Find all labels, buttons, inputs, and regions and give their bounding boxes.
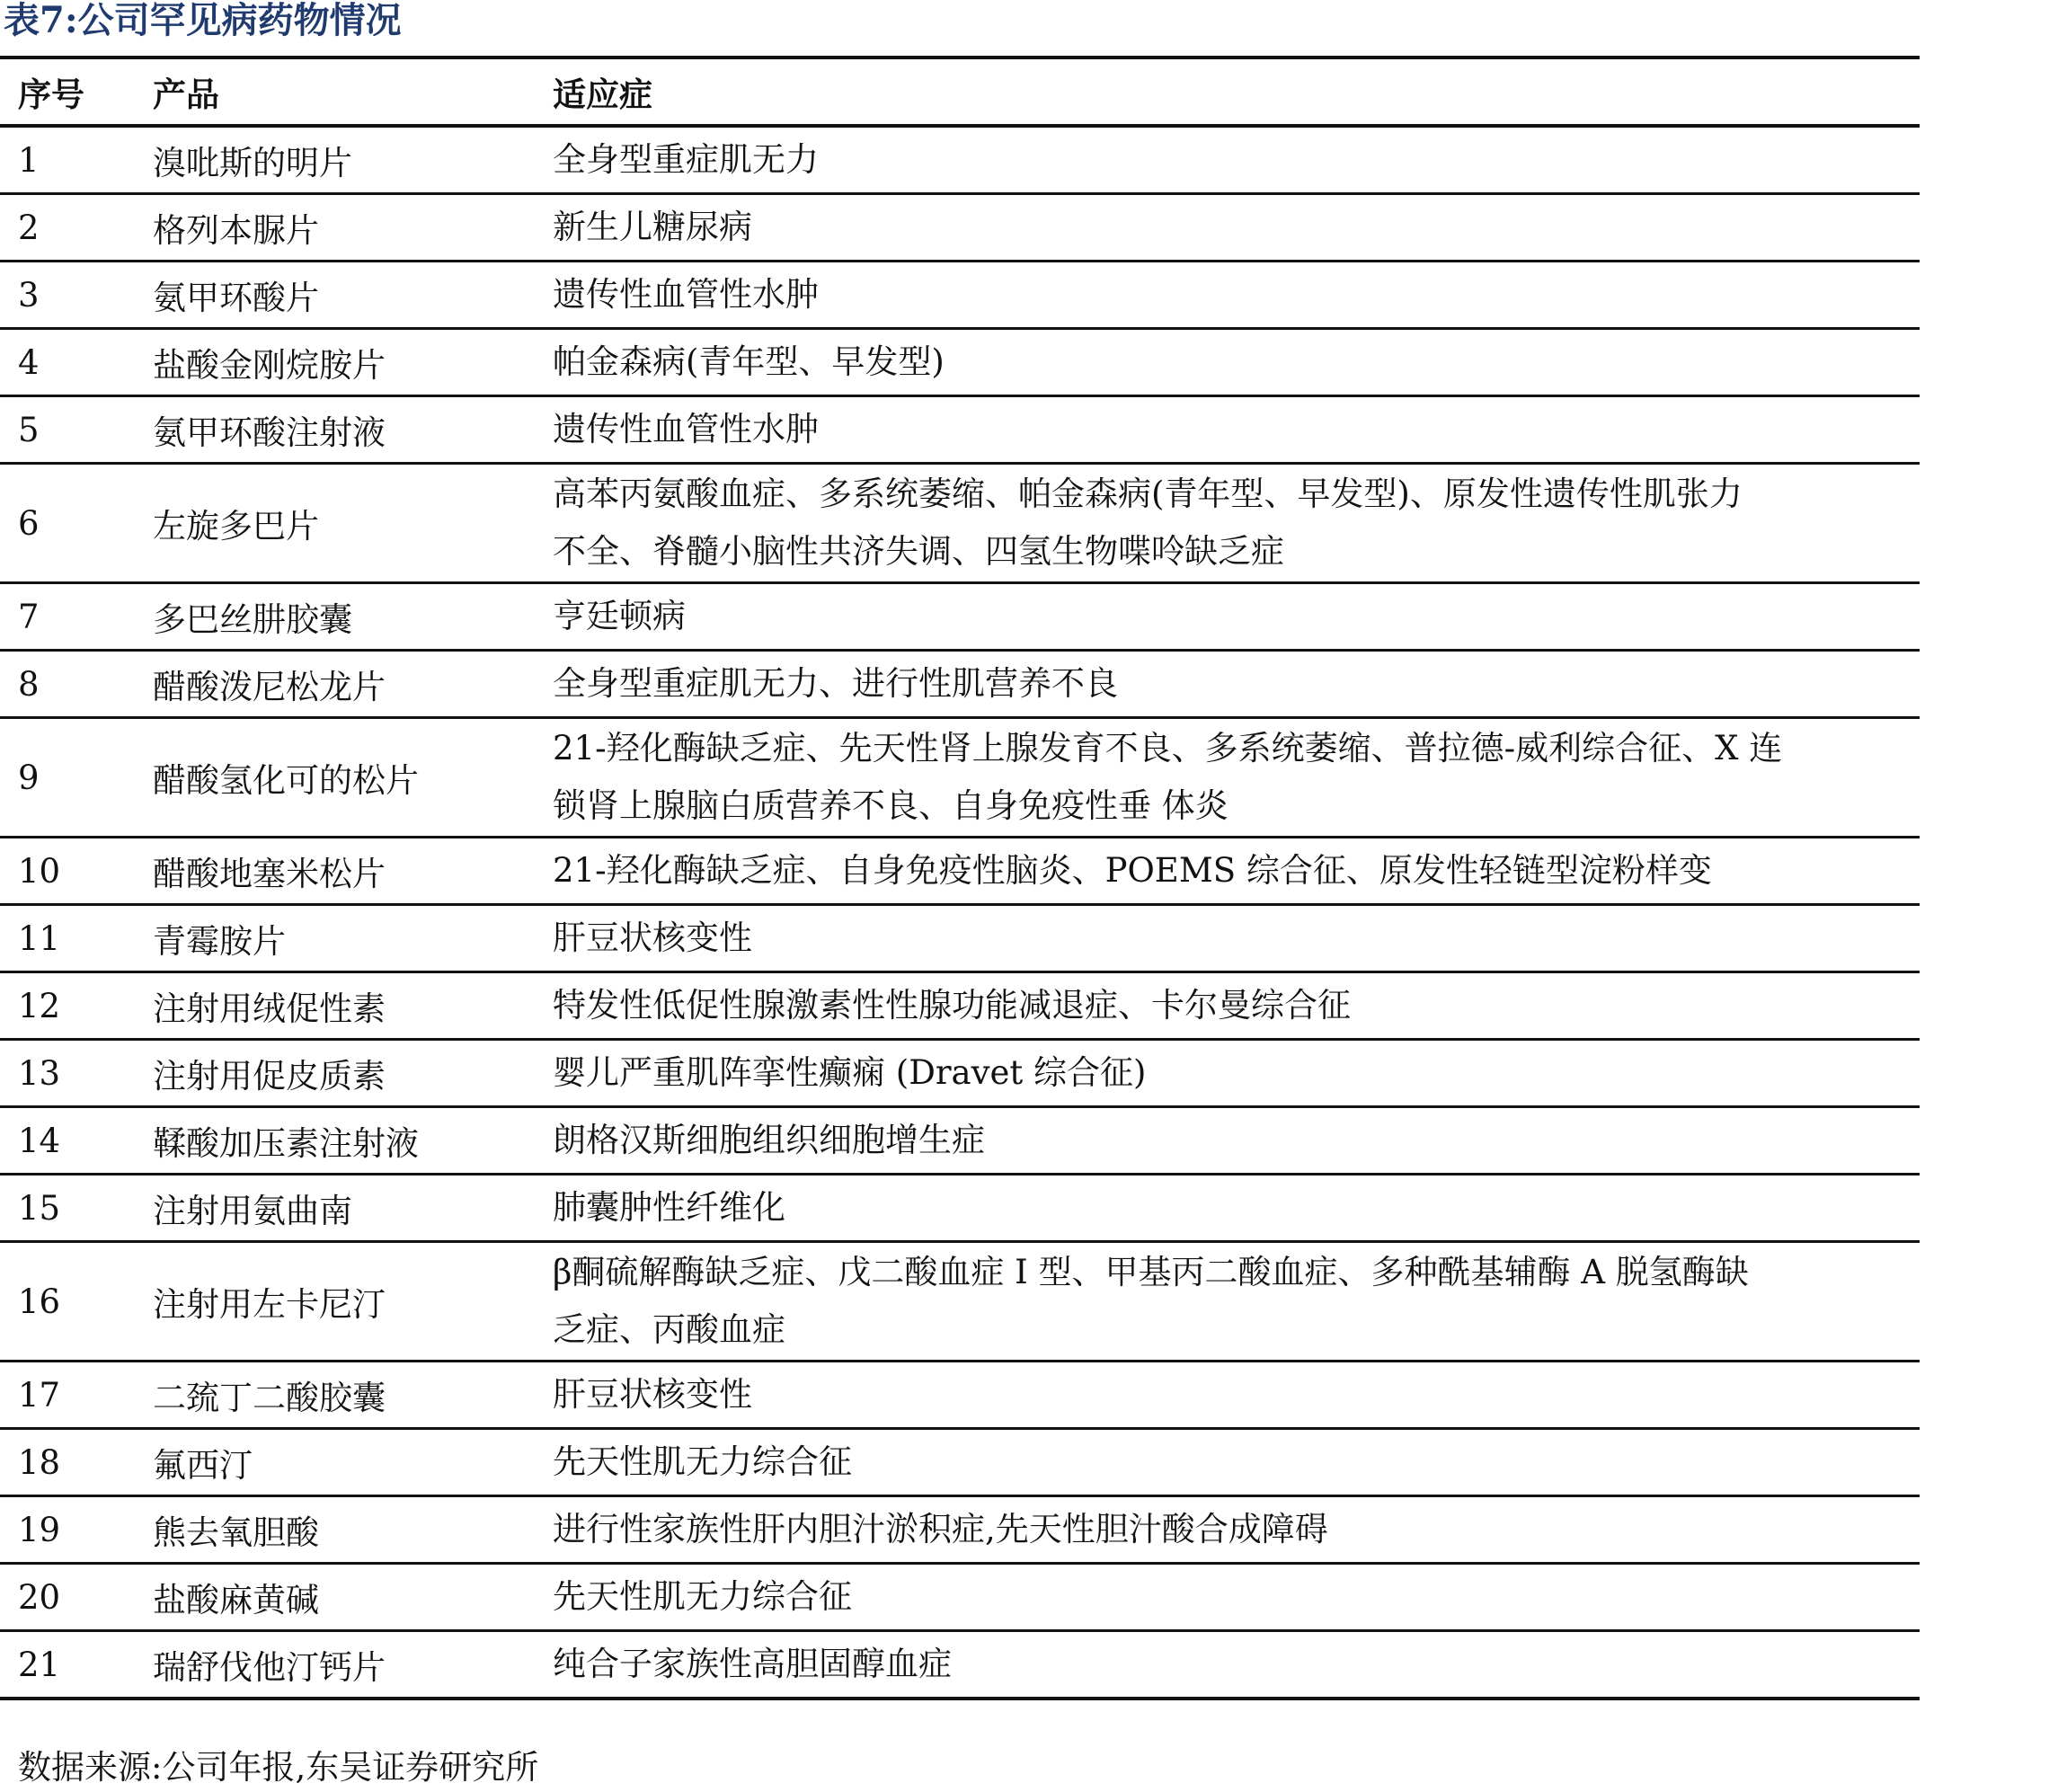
indication-cell: [553, 1107, 1920, 1175]
product-name: 二巯丁二酸胶囊: [135, 1362, 553, 1429]
table-row: [0, 1362, 1920, 1429]
indication-cell: [553, 838, 1920, 905]
row-number: 21: [0, 1631, 135, 1699]
row-number: 19: [0, 1496, 135, 1564]
product-name: 醋酸地塞米松片: [135, 838, 553, 905]
indication-line: 新生儿糖尿病: [553, 208, 752, 246]
indication-line: 朗格汉斯细胞组织细胞增生症: [553, 1121, 985, 1159]
table-row: [0, 329, 1920, 396]
table-row: [0, 194, 1920, 262]
row-number: 20: [0, 1564, 135, 1631]
table-row: [0, 262, 1920, 329]
product-name: 左旋多巴片: [135, 464, 553, 583]
row-number: 15: [0, 1175, 135, 1242]
product-name: 瑞舒伐他汀钙片: [135, 1631, 553, 1699]
indication-cell: [553, 396, 1920, 464]
indication-line: 进行性家族性肝内胆汁淤积症,先天性胆汁酸合成障碍: [553, 1510, 1328, 1548]
indication-line: β酮硫解酶缺乏症、戊二酸血症 I 型、甲基丙二酸血症、多种酰基辅酶 A 脱氢酶缺: [553, 1253, 1749, 1291]
table-row: [0, 1496, 1920, 1564]
row-number: 1: [0, 126, 135, 194]
indication-line: 遗传性血管性水肿: [553, 410, 819, 448]
table-row: [0, 1564, 1920, 1631]
indication-cell: [553, 651, 1920, 718]
indication-line: 锁肾上腺脑白质营养不良、自身免疫性垂 体炎: [553, 786, 1229, 825]
indication-cell: [553, 972, 1920, 1040]
indication-line: 肺囊肿性纤维化: [553, 1188, 785, 1227]
row-number: 16: [0, 1242, 135, 1362]
indication-line: 先天性肌无力综合征: [553, 1577, 852, 1616]
product-name: 注射用氨曲南: [135, 1175, 553, 1242]
indication-cell: [553, 718, 1920, 838]
indication-cell: [553, 1175, 1920, 1242]
table-row: [0, 905, 1920, 972]
indication-cell: [553, 126, 1920, 194]
indication-cell: [553, 905, 1920, 972]
row-number: 9: [0, 718, 135, 838]
row-number: 6: [0, 464, 135, 583]
product-name: 注射用左卡尼汀: [135, 1242, 553, 1362]
indication-line: 肝豆状核变性: [553, 918, 752, 957]
header-indication: 适应症: [553, 58, 1920, 126]
product-name: 鞣酸加压素注射液: [135, 1107, 553, 1175]
table-row: [0, 396, 1920, 464]
product-name: 醋酸氢化可的松片: [135, 718, 553, 838]
table-container: [0, 56, 1920, 1700]
row-number: 11: [0, 905, 135, 972]
table-row: [0, 718, 1920, 838]
indication-cell: [553, 464, 1920, 583]
row-number: 5: [0, 396, 135, 464]
table-row: [0, 1429, 1920, 1496]
indication-line: 纯合子家族性高胆固醇血症: [553, 1645, 952, 1683]
product-name: 盐酸麻黄碱: [135, 1564, 553, 1631]
product-name: 溴吡斯的明片: [135, 126, 553, 194]
rare-disease-drug-table: [0, 56, 1920, 1700]
indication-line: 亨廷顿病: [553, 597, 686, 635]
table-row: [0, 1040, 1920, 1107]
indication-line: 全身型重症肌无力: [553, 140, 819, 179]
table-row: [0, 1107, 1920, 1175]
table-title: 表7:公司罕见病药物情况: [4, 0, 402, 41]
product-name: 注射用促皮质素: [135, 1040, 553, 1107]
row-number: 18: [0, 1429, 135, 1496]
indication-line: 婴儿严重肌阵挛性癫痫 (Dravet 综合征): [553, 1053, 1147, 1092]
table-row: [0, 1631, 1920, 1699]
product-name: 醋酸泼尼松龙片: [135, 651, 553, 718]
row-number: 13: [0, 1040, 135, 1107]
indication-line: 全身型重症肌无力、进行性肌营养不良: [553, 664, 1118, 703]
indication-cell: [553, 583, 1920, 651]
indication-line: 高苯丙氨酸血症、多系统萎缩、帕金森病(青年型、早发型)、原发性遗传性肌张力: [553, 475, 1743, 513]
indication-line: 帕金森病(青年型、早发型): [553, 342, 945, 381]
row-number: 8: [0, 651, 135, 718]
product-name: 注射用绒促性素: [135, 972, 553, 1040]
indication-cell: [553, 1564, 1920, 1631]
table-row: [0, 583, 1920, 651]
indication-cell: [553, 1631, 1920, 1699]
product-name: 氟西汀: [135, 1429, 553, 1496]
row-number: 10: [0, 838, 135, 905]
row-number: 7: [0, 583, 135, 651]
table-row: [0, 651, 1920, 718]
indication-line: 肝豆状核变性: [553, 1375, 752, 1414]
product-name: 熊去氧胆酸: [135, 1496, 553, 1564]
table-row: [0, 464, 1920, 583]
row-number: 12: [0, 972, 135, 1040]
product-name: 盐酸金刚烷胺片: [135, 329, 553, 396]
header-product: 产品: [135, 58, 553, 126]
header-number: 序号: [0, 58, 135, 126]
product-name: 格列本脲片: [135, 194, 553, 262]
table-row: [0, 1242, 1920, 1362]
indication-cell: [553, 1496, 1920, 1564]
row-number: 17: [0, 1362, 135, 1429]
table-row: [0, 1175, 1920, 1242]
row-number: 14: [0, 1107, 135, 1175]
table-body: [0, 126, 1920, 1699]
indication-line: 先天性肌无力综合征: [553, 1442, 852, 1481]
indication-line: 21-羟化酶缺乏症、自身免疫性脑炎、POEMS 综合征、原发性轻链型淀粉样变: [553, 851, 1712, 890]
indication-line: 21-羟化酶缺乏症、先天性肾上腺发育不良、多系统萎缩、普拉德-威利综合征、X 连: [553, 729, 1783, 767]
indication-cell: [553, 262, 1920, 329]
product-name: 青霉胺片: [135, 905, 553, 972]
indication-line: 不全、脊髓小脑性共济失调、四氢生物喋呤缺乏症: [553, 532, 1284, 571]
product-name: 氨甲环酸片: [135, 262, 553, 329]
table-row: [0, 838, 1920, 905]
indication-line: 特发性低促性腺激素性性腺功能减退症、卡尔曼综合征: [553, 986, 1351, 1025]
indication-cell: [553, 1242, 1920, 1362]
table-row: [0, 126, 1920, 194]
product-name: 氨甲环酸注射液: [135, 396, 553, 464]
indication-cell: [553, 1040, 1920, 1107]
indication-line: 乏症、丙酸血症: [553, 1310, 785, 1349]
row-number: 3: [0, 262, 135, 329]
row-number: 4: [0, 329, 135, 396]
product-name: 多巴丝肼胶囊: [135, 583, 553, 651]
indication-line: 遗传性血管性水肿: [553, 275, 819, 314]
indication-cell: [553, 1429, 1920, 1496]
table-row: [0, 972, 1920, 1040]
table-header-row: [0, 58, 1920, 126]
indication-cell: [553, 194, 1920, 262]
indication-cell: [553, 1362, 1920, 1429]
row-number: 2: [0, 194, 135, 262]
indication-cell: [553, 329, 1920, 396]
source-footnote: 数据来源:公司年报,东吴证券研究所: [18, 1748, 539, 1787]
